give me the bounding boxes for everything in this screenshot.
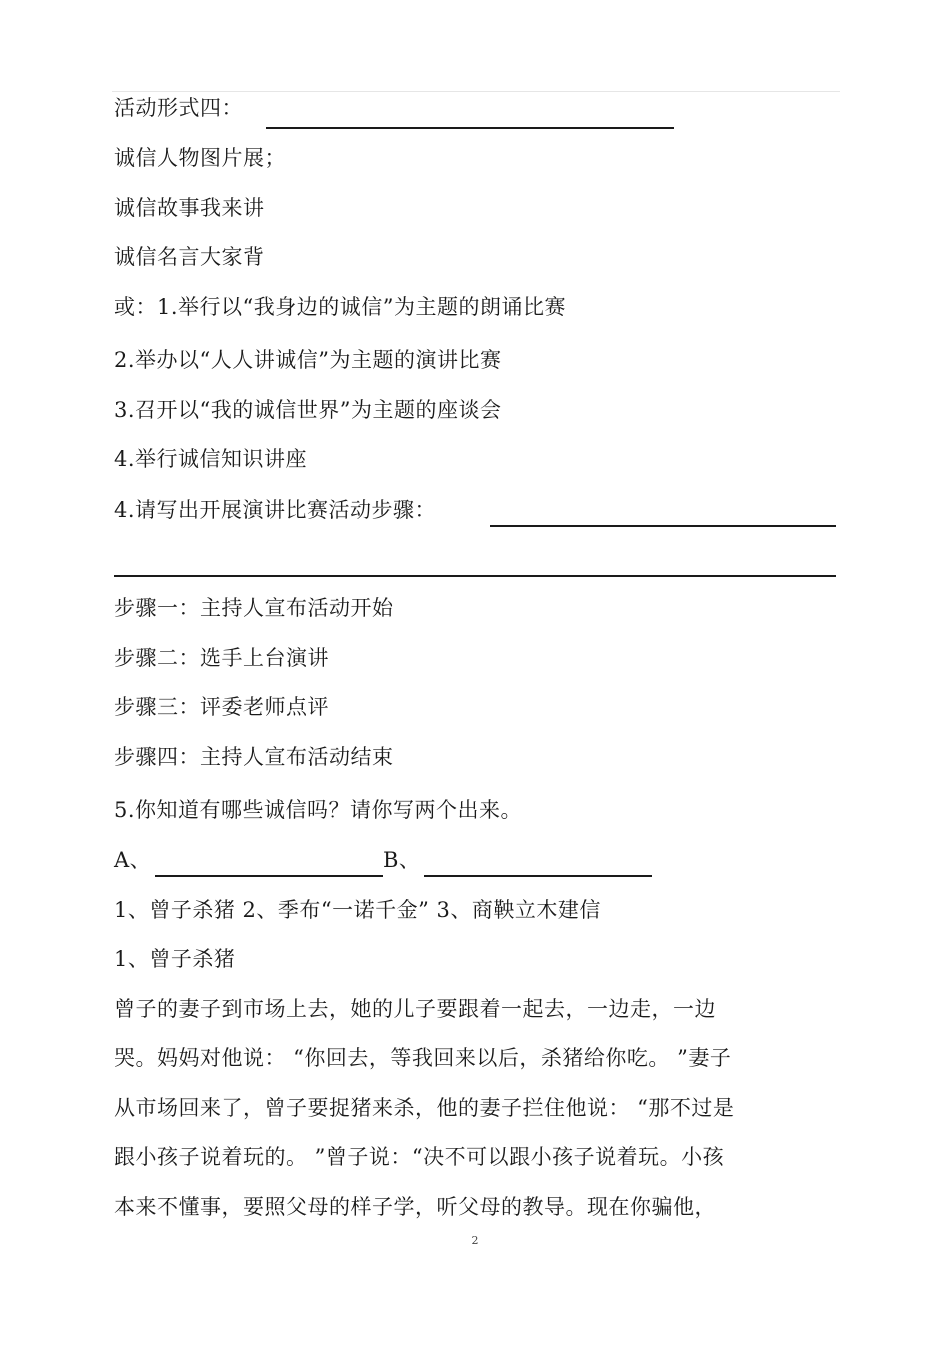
header-rule [112, 91, 840, 92]
story-paragraph-line: 本来不懂事，要照父母的样子学，听父母的教导。现在你骗他， [114, 1195, 716, 1219]
step-four: 步骤四：主持人宣布活动结束 [114, 745, 394, 769]
page-number: 2 [471, 1234, 479, 1247]
question-four: 4.请写出开展演讲比赛活动步骤： [114, 498, 437, 522]
question-five: 5.你知道有哪些诚信吗？请你写两个出来。 [114, 798, 523, 822]
story-heading: 1、曾子杀猪 [114, 947, 236, 971]
blank-b-label: B、 [383, 848, 421, 872]
story-paragraph-line: 曾子的妻子到市场上去，她的儿子要跟着一起去，一边走，一边 [114, 997, 716, 1021]
text-line: 2.举办以“人人讲诚信”为主题的演讲比赛 [114, 348, 502, 372]
text-line: 诚信名言大家背 [114, 245, 265, 269]
text-line: 诚信人物图片展； [114, 146, 286, 170]
step-three: 步骤三：评委老师点评 [114, 695, 329, 719]
text-line: 诚信故事我来讲 [114, 196, 265, 220]
story-paragraph-line: 哭。妈妈对他说： “你回去，等我回来以后，杀猪给你吃。 ”妻子 [114, 1046, 732, 1070]
answer-blank-activity [266, 127, 674, 129]
answer-blank-b [424, 875, 652, 877]
activity-form-four: 活动形式四： [114, 96, 243, 120]
answer-blank-q4-line2 [114, 575, 836, 577]
step-two: 步骤二：选手上台演讲 [114, 646, 329, 670]
blank-a-label: A、 [114, 848, 152, 872]
story-paragraph-line: 跟小孩子说着玩的。 ”曾子说：“决不可以跟小孩子说着玩。小孩 [114, 1145, 725, 1169]
story-paragraph-line: 从市场回来了，曾子要捉猪来杀，他的妻子拦住他说： “那不过是 [114, 1096, 735, 1120]
answer-list: 1、曾子杀猪 2、季布“一诺千金” 3、商鞅立木建信 [114, 898, 601, 922]
text-line: 4.举行诚信知识讲座 [114, 447, 308, 471]
text-line: 或：1.举行以“我身边的诚信”为主题的朗诵比赛 [114, 295, 567, 319]
step-one: 步骤一：主持人宣布活动开始 [114, 596, 394, 620]
answer-blank-a [155, 875, 383, 877]
text-line: 3.召开以“我的诚信世界”为主题的座谈会 [114, 398, 502, 422]
answer-blank-q4 [490, 525, 836, 527]
